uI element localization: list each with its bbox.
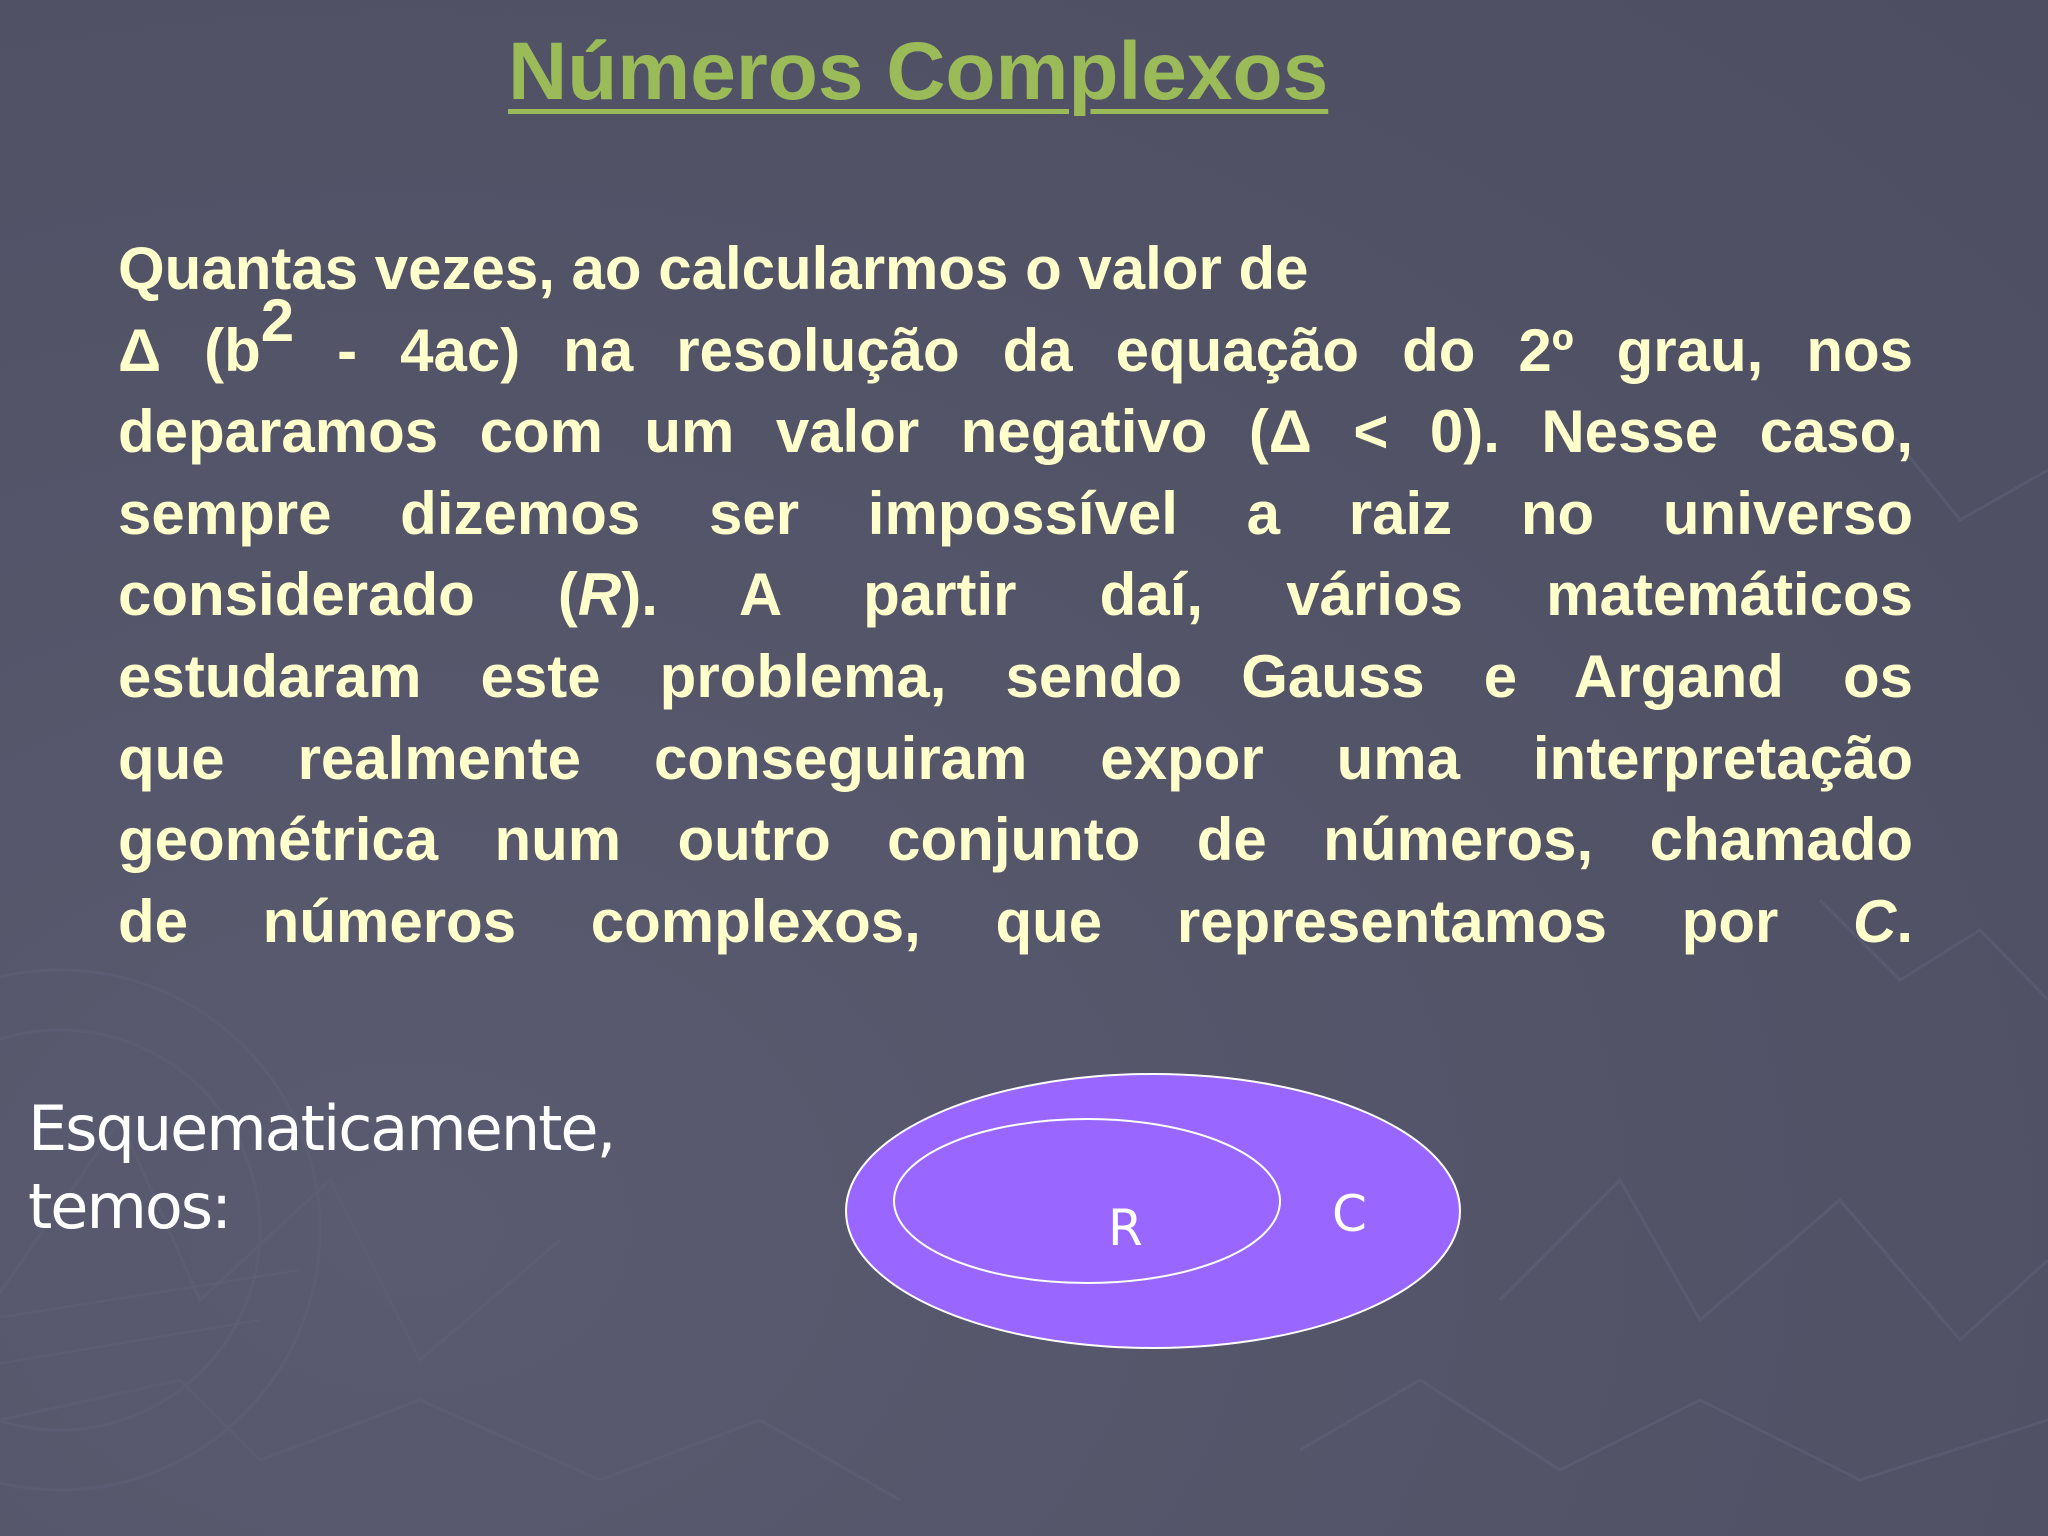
- italic-symbol: R: [577, 561, 622, 629]
- body-paragraph: [118, 228, 1913, 962]
- paragraph-line: geométrica num outro conjunto de números, chamado: [118, 806, 1913, 874]
- superscript: [260, 286, 295, 378]
- diagram-caption: [28, 1090, 614, 1246]
- italic-symbol: C: [1852, 887, 1897, 955]
- caption-line: temos:: [28, 1170, 230, 1243]
- paragraph-text: considerado (: [118, 561, 578, 629]
- paragraph-line: [118, 286, 1913, 392]
- venn-diagram-svg: [840, 1068, 1470, 1358]
- inner-set-label: R: [1108, 1199, 1143, 1257]
- paragraph-line: que realmente conseguiram expor uma interpretação: [118, 724, 1913, 792]
- venn-diagram: [840, 1068, 1470, 1358]
- paragraph-text: de números complexos, que representamos por: [118, 887, 1853, 955]
- paragraph-line: Quantas vezes, ao calcularmos o valor de: [118, 235, 1309, 302]
- outer-set-label: C: [1332, 1185, 1367, 1243]
- slide-title: Números Complexos: [508, 26, 1329, 117]
- paragraph-text: ). A partir daí, vários matemáticos: [621, 561, 1913, 629]
- paragraph-line: [118, 881, 1913, 963]
- paragraph-text: - 4ac) na resolução da equação do 2º grau, nos: [294, 316, 1913, 384]
- paragraph-line: [118, 554, 1913, 636]
- paragraph-line: deparamos com um valor negativo (Δ < 0). Nesse caso,: [118, 398, 1913, 466]
- outer-set-ellipse: [846, 1074, 1460, 1348]
- paragraph-line: sempre dizemos ser impossível a raiz no universo: [118, 479, 1913, 547]
- superscript-text: 2: [260, 286, 295, 354]
- caption-line: Esquematicamente,: [28, 1092, 615, 1165]
- paragraph-text: Δ (b: [118, 316, 261, 384]
- paragraph-text: .: [1896, 887, 1913, 955]
- paragraph-line: estudaram este problema, sendo Gauss e Argand os: [118, 642, 1913, 710]
